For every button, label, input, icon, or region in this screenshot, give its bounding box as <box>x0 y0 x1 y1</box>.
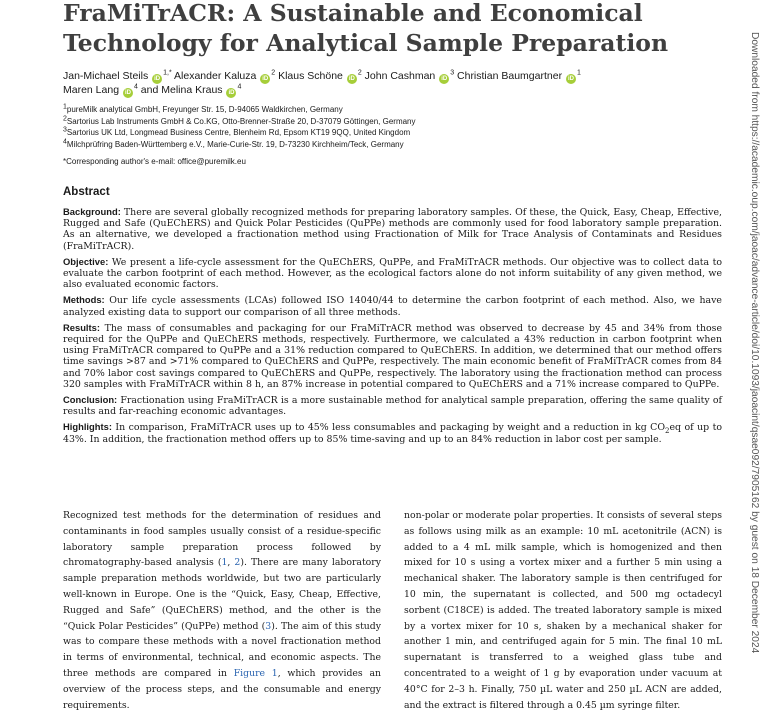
affiliation-text: Sartorius Lab Instruments GmbH & Co.KG, Otto-Brenner-Straße 20, D-37079 Göttingen, Germany <box>66 116 416 126</box>
body-text: ). The aim of this study was to compare these methods with a novel fractionation method in terms of environmental, technical, and economic aspects. The three methods are compared in <box>63 620 381 679</box>
affiliation-text: Sartorius UK Ltd, Longmead Business Centre, Blenheim Rd, Epsom KT19 9QQ, United Kingdom <box>66 128 411 137</box>
affiliation-1 <box>63 104 733 116</box>
section-text: In comparison, FraMiTrACR uses up to 45% less consumables and packaging by weight and a reduction in kg CO <box>115 422 666 434</box>
author-affil: 2 <box>357 69 362 77</box>
section-label: Results: <box>63 321 100 333</box>
citation-link[interactable]: 3 <box>265 620 272 632</box>
orcid-icon[interactable]: iD <box>348 76 355 82</box>
section-text: Fractionation using FraMiTrACR is a more sustainable method for analytical sample preparation, offering the same quality of results and far-reaching economic advantages. <box>63 395 722 418</box>
orcid-icon[interactable]: iD <box>262 76 269 82</box>
author-name: Maren Lang <box>63 84 120 96</box>
author-name: Melina Kraus <box>161 84 223 96</box>
author-4[interactable] <box>365 70 454 82</box>
orcid-icon[interactable]: iD <box>124 90 131 96</box>
download-notice: Downloaded from https://academic.oup.com/jaoac/advance-article/doi/10.1093/jaoacint/qsae092/7905162 by guest on 18 December 2024 <box>749 32 760 654</box>
author-affil: 4 <box>237 83 242 91</box>
body-text: , <box>227 557 235 569</box>
abstract-conclusion <box>63 394 722 417</box>
author-5[interactable] <box>457 70 581 82</box>
body-column-left <box>63 508 381 713</box>
author-list <box>63 70 733 98</box>
article-title: FraMiTrACR: A Sustainable and Economical Technology for Analytical Sample Preparation <box>63 0 669 57</box>
orcid-icon[interactable]: iD <box>228 90 235 96</box>
author-2[interactable] <box>174 70 275 82</box>
download-watermark <box>746 18 760 658</box>
author-affil: 1,* <box>163 69 172 77</box>
section-text: The mass of consumables and packaging for our FraMiTrACR method was observed to decrease by 45 and 34% from those required for the QuPPe and QuEChERS methods, respectively. Furthermore, we calculated a 43% reduction in carbon footprint when using FraMiTrACR compared to QuPPe and a 31% reduction compared to QuEChERS. In addition, we determined that our method offers time savings >87 and >71% compared to QuEChERS and QuPPe, respectively. The main economic benefit of FraMiTrACR comes from 84 and 70% labor cost savings compared to QuEChERS and QuPPe, respectively. The laboratory using the fractionation method can process 320 samples with FraMiTrACR within 8 h, an 87% increase in potential compared to QuEChERS and a 71% increase compared to QuPPe. <box>63 322 722 390</box>
section-label: Conclusion: <box>63 394 118 406</box>
abstract-results <box>63 322 722 390</box>
author-affil: 1 <box>576 69 581 77</box>
author-affil: 3 <box>450 69 455 77</box>
abstract-heading: Abstract <box>63 186 110 198</box>
section-text: We present a life-cycle assessment for the QuEChERS, QuPPe, and FraMiTrACR methods. Our objective was to collect data to evaluate the carbon footprint of each method. However, as the ecological factors alone do not inform suitability of any given method, we also evaluated economic factors. <box>63 256 722 291</box>
author-affil: 4 <box>133 83 138 91</box>
corresponding-author: *Corresponding author's e-mail: office@puremilk.eu <box>63 157 246 166</box>
section-text-cont: eq of up to 43%. In addition, the fractionation method offers up to 85% time-saving and up to an 84% reduction in labor cost per sample. <box>63 422 723 445</box>
author-6[interactable] <box>63 84 138 96</box>
abstract-methods <box>63 294 722 317</box>
body-text: Recognized test methods for the determination of residues and contaminants in food samples usually consist of a residue-specific laboratory sample preparation process followed by chromatography-based analysis ( <box>63 510 381 569</box>
section-label: Highlights: <box>63 421 112 433</box>
author-name: Klaus Schöne <box>278 70 343 82</box>
affiliation-3 <box>63 127 733 139</box>
author-name: Alexander Kaluza <box>174 70 257 82</box>
and-word: and <box>140 84 159 96</box>
affiliation-number: 3 <box>63 126 67 134</box>
author-name: Christian Baumgartner <box>457 70 563 82</box>
affiliation-number: 2 <box>63 114 67 122</box>
affiliations <box>63 104 733 168</box>
subscript: 2 <box>665 427 670 436</box>
orcid-icon[interactable]: iD <box>154 76 161 82</box>
affiliation-number: 1 <box>63 103 67 111</box>
section-text: Our life cycle assessments (LCAs) followed ISO 14040/44 to determine the carbon footprint of each method. Also, we have analyzed existing data to support our comparison of all three methods. <box>63 295 722 318</box>
affiliation-text: Milchprüfring Baden-Württemberg e.V., Marie-Curie-Str. 19, D-73230 Kirchheim/Teck, Germany <box>66 139 404 149</box>
abstract-background <box>63 206 722 252</box>
author-1[interactable] <box>63 70 172 82</box>
author-name: John Cashman <box>364 70 436 82</box>
citation-link[interactable]: 2 <box>234 557 241 569</box>
author-3[interactable] <box>278 70 362 82</box>
body-text: , which provides an overview of the process steps, and the consumable and energy requirements. <box>63 667 381 711</box>
author-affil: 2 <box>271 69 276 77</box>
abstract-highlights <box>63 421 722 444</box>
abstract-body <box>63 206 722 449</box>
body-text: ). There are many laboratory sample preparation methods worldwide, but two are particularly well-known in Europe. One is the “Quick, Easy, Cheap, Effective, Rugged and Safe” (QuEChERS) method, and the other is the “Quick Polar Pesticides” (QuPPe) method ( <box>63 557 381 632</box>
author-7[interactable] <box>161 84 241 96</box>
section-text: There are several globally recognized methods for preparing laboratory samples. Of these, the Quick, Easy, Cheap, Effective, Rugged and Safe (QuEChERS) and Quick Polar Pesticides (QuPPe) methods are commonly used for food laboratory sample preparation. As an alternative, we developed a fractionation method using Fractionation of Milk for Trace Analysis of Contaminats and Residues (FraMiTrACR). <box>63 207 722 252</box>
section-label: Methods: <box>63 294 105 306</box>
affiliation-4 <box>63 139 733 151</box>
affiliation-number: 4 <box>63 137 67 145</box>
citation-link[interactable]: 1 <box>221 557 228 569</box>
abstract-objective <box>63 256 722 291</box>
orcid-icon[interactable]: iD <box>567 76 574 82</box>
author-name: Jan-Michael Steils <box>63 70 149 82</box>
body-column-right: non-polar or moderate polar properties. It consists of several steps as follows using milk as an example: 10 mL acetonitrile (ACN) is added to a 4 mL milk sample, which is homogenized and then mixed for 10 s using a vortex mixer and a further 5 min using a mechanical shaker. The laboratory sample is then centrifuged for 10 min, the supernatant is collected, and 500 mg octadecyl sorbent (C18CE) is added. The treated laboratory sample is mixed by a vortex mixer for 10 s, shaken by a mechanical shaker for another 1 min, and centrifuged again for 5 min. The final 10 mL supernatant is transferred to a weighed glass tube and concentrated to a weight of 1 g by evaporation under vacuum at 40°C for 2–3 h. Finally, 750 µL water and 250 µL ACN are added, and the extract is filtered through a 0.45 µm syringe filter. <box>404 510 722 711</box>
orcid-icon[interactable]: iD <box>441 76 448 82</box>
affiliation-text: pureMilk analytical GmbH, Freyunger Str. 15, D-94065 Waldkirchen, Germany <box>66 105 343 114</box>
section-label: Objective: <box>63 255 109 267</box>
section-label: Background: <box>63 206 121 217</box>
affiliation-2 <box>63 116 733 128</box>
figure-link[interactable]: Figure 1 <box>233 667 278 679</box>
